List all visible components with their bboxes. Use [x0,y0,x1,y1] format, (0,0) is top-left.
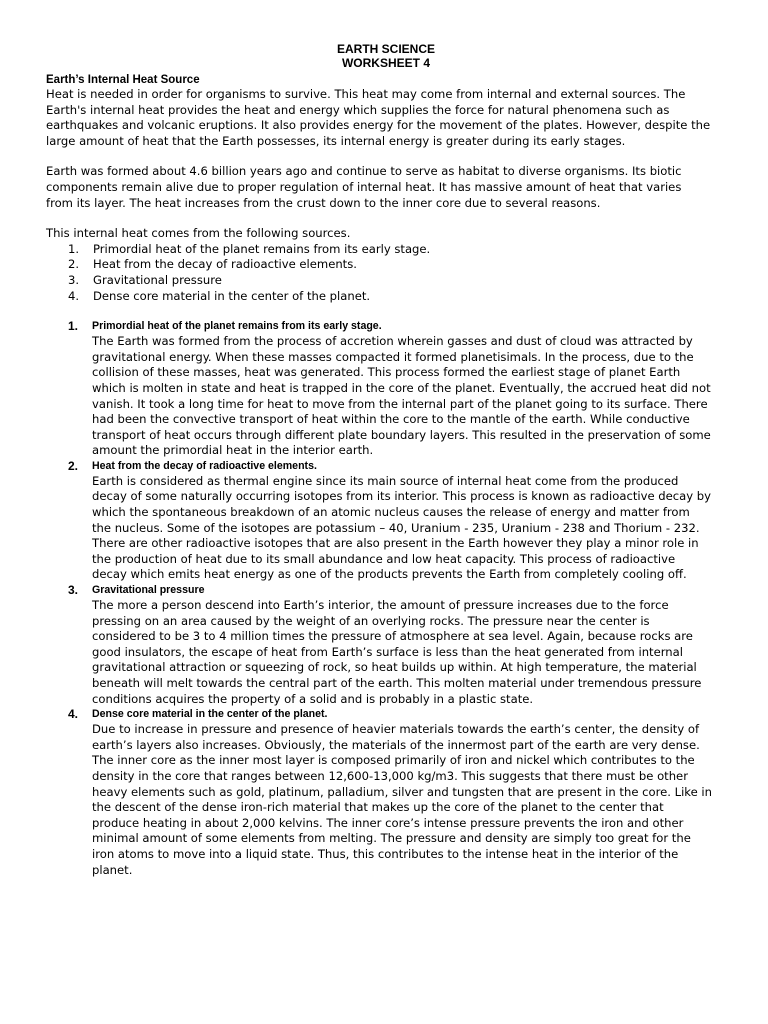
detail-number: 2. [68,458,79,473]
intro-paragraph-3: This internal heat comes from the following sources. [46,226,351,241]
detail-item [46,319,712,459]
detail-heading: Primordial heat of the planet remains from its early stage. [92,320,382,333]
detail-text: Due to increase in pressure and presence of heavier materials towards the earth’s center, the density of earth’s layers also increases. Obviously, the materials of the innermost part of the earth are very dense. The inner core as the inner most layer is composed primarily of iron and nickel which contributes to the density in the core that ranges between 12,600-13,000 kg/m3. This suggests that there must be other heavy elements such as gold, platinum, palladium, silver and tungsten that are present in the core. Like in the descent of the dense iron-rich material that makes up the core of the planet to the center that produce heating in about 2,000 kelvins. The inner core’s intense pressure prevents the iron and other minimal amount of some elements from melting. The pressure and density are simply too great for the iron atoms to move into a liquid state. Thus, this contributes to the intense heat in the interior of the planet. [92,722,712,877]
source-item [46,242,712,258]
detail-item [46,707,712,878]
detail-heading: Heat from the decay of radioactive elements. [92,459,317,472]
source-text: Dense core material in the center of the planet. [93,288,371,303]
detail-heading: Dense core material in the center of the planet. [92,708,328,721]
detail-heading: Gravitational pressure [92,584,205,597]
detail-text: Earth is considered as thermal engine since its main source of internal heat come from the produced decay of some naturally occurring isotopes from its interior. This process is known as radioactive decay by which the spontaneous breakdown of an atomic nucleus causes the release of energy and matter from the nucleus. Some of the isotopes are potassium – 40, Uranium - 235, Uranium - 238 and Thorium - 232. There are other radioactive isotopes that are also present in the Earth however they play a minor role in the production of heat due to its small abundance and low heat capacity. This process of radioactive decay which emits heat energy as one of the products prevents the Earth from completely cooling off. [92,473,712,582]
detail-number: 3. [68,583,79,598]
intro-paragraph-2: Earth was formed about 4.6 billion years ago and continue to serve as habitat to diverse organisms. Its biotic components remain alive due to proper regulation of internal heat. It has massive amount of heat that varies from its layer. The heat increases from the crust down to the inner core due to several reasons. [46,164,682,210]
detail-text: The Earth was formed from the process of accretion wherein gasses and dust of cloud was attracted by gravitational energy. When these masses compacted it formed planetisimals. In the process, due to the collision of these masses, heat was generated. This process formed the earliest stage of planet Earth which is molten in state and heat is trapped in the core of the planet. Eventually, the accrued heat did not vanish. It took a long time for heat to move from the internal part of the planet going to its surface. There had been the convective transport of heat within the core to the mantle of the earth. While conductive transport of heat occurs through different plate boundary layers. This resulted in the preservation of some amount the primordial heat in the interior earth. [92,334,711,458]
source-number: 3. [68,272,80,287]
details-list [46,319,712,878]
source-number: 2. [68,257,80,272]
source-text: Primordial heat of the planet remains from its early stage. [93,241,431,256]
detail-item [46,459,712,583]
source-item [46,273,712,289]
detail-text: The more a person descend into Earth’s interior, the amount of pressure increases due to the force pressing on an area caused by the weight of an overlying rocks. The pressure near the center is considered to be 3 to 4 million times the pressure of atmosphere at sea level. Again, because rocks are good insulators, the escape of heat from Earth’s surface is less than the heat generated from internal gravitational attraction or squeezing of rock, so heat builds up within. At high temperature, the material beneath will melt towards the central part of the earth. This molten material under tremendous pressure conditions acquires the property of a solid and is probably in a plastic state. [92,598,702,706]
section-heading: Earth’s Internal Heat Source [46,74,200,86]
sources-list [46,242,712,304]
source-number: 4. [68,288,80,303]
source-item [46,289,712,305]
detail-item [46,583,712,707]
detail-number: 4. [68,707,79,722]
source-item [46,257,712,273]
detail-number: 1. [68,319,79,334]
source-text: Gravitational pressure [93,272,222,287]
source-number: 1. [68,241,80,256]
title-line-2: WORKSHEET 4 [341,56,430,70]
document-title [60,42,712,70]
source-text: Heat from the decay of radioactive elements. [93,257,357,272]
title-line-1: EARTH SCIENCE [336,42,435,56]
intro-paragraph-1: Heat is needed in order for organisms to survive. This heat may come from internal and external sources. The Earth's internal heat provides the heat and energy which supplies the force for natural phenomena such as earthquakes and volcanic eruptions. It also provides energy for the movement of the plates. However, despite the large amount of heat that the Earth possesses, its internal energy is greater during its early stages. [46,87,711,148]
